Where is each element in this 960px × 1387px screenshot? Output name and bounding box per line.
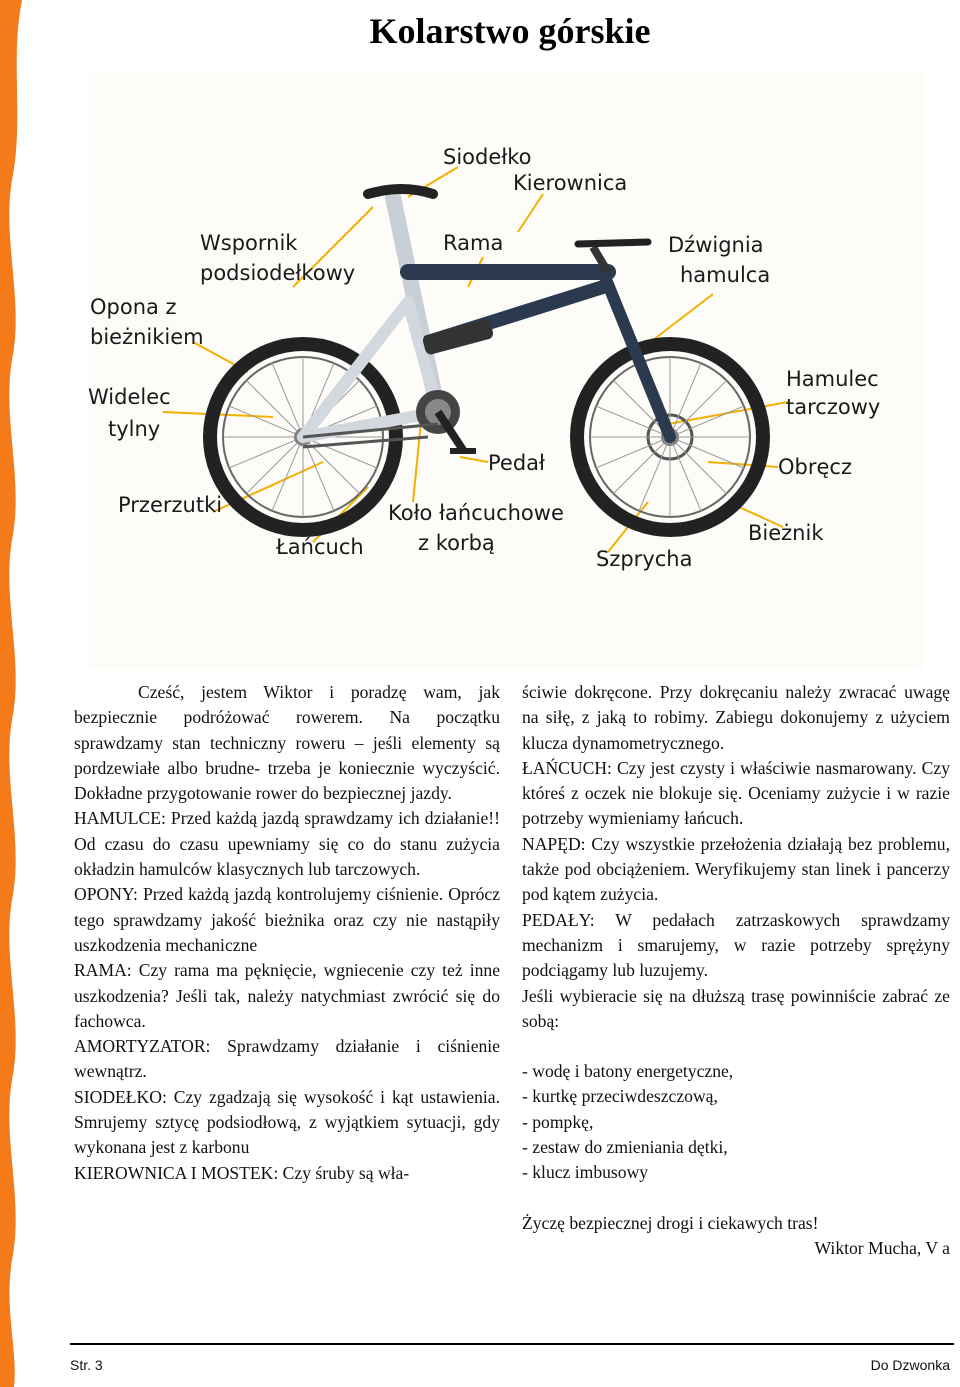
paragraph-kierownica-cont: ściwie dokręcone. Przy dokręcaniu należy zwracać uwagę na siłę, z jaką to robimy. Zabiegu dokonujemy z użyciem klucza dynamometrycznego. [522, 682, 950, 753]
list-item: - kurtkę przeciwdeszczową, [522, 1086, 718, 1107]
diagram-labels [88, 145, 880, 571]
label-pedal: Pedał [488, 451, 546, 475]
label-wspornik-1: Wspornik [200, 231, 298, 255]
intro-paragraph: Cześć, jestem Wiktor i poradzę wam, jak bezpiecznie podróżować rowerem. Na początku sprawdzamy stan techniczny roweru – jeśli elementy są pordzewiałe albo brudne- trzeba je koniecznie wyczyścić. Dokładne przygotowanie rower do bezpiecznej jazdy. [74, 682, 500, 804]
label-kolo-2: z korbą [418, 531, 495, 555]
signature: Wiktor Mucha, V a [814, 1237, 950, 1258]
paragraph-rama: RAMA: Czy rama ma pęknięcie, wgniecenie czy też inne uszkodzenia? Jeśli tak, należy natychmiast zwrócić się do fachowca. [74, 960, 500, 1031]
paragraph-pedaly: PEDAŁY: W pedałach zatrzaskowych sprawdzamy mechanizm i smarujemy, w razie potrzeby sprężyny podciągamy lub luzujemy. [522, 909, 950, 981]
label-widelec-1: Widelec [88, 385, 171, 409]
publication-name: Do Dzwonka [870, 1357, 950, 1373]
article-right-column [522, 680, 950, 1261]
label-przerzutki: Przerzutki [118, 493, 223, 517]
page-title: Kolarstwo górskie [369, 11, 651, 51]
label-dzwignia-1: Dźwignia [668, 233, 764, 257]
paragraph-kierownica: KIEROWNICA I MOSTEK: Czy śruby są wła- [74, 1162, 410, 1183]
label-lancuch: Łańcuch [276, 535, 364, 559]
paragraph-naped: NAPĘD: Czy wszystkie przełożenia działają bez problemu, także pod obciążeniem. Weryfikujemy stan linek i pancerzy pod kątem zużycia. [522, 833, 950, 905]
label-opona-1: Opona z [90, 295, 177, 319]
label-kolo-1: Koło łańcuchowe [388, 501, 564, 525]
label-kierownica: Kierownica [513, 171, 628, 195]
label-hamulec-1: Hamulec [786, 367, 879, 391]
closing-line: Życzę bezpiecznej drogi i ciekawych tras! [522, 1212, 819, 1233]
list-item: - wodę i batony energetyczne, [522, 1061, 734, 1082]
bicycle-diagram [88, 72, 923, 670]
label-hamulec-2: tarczowy [786, 395, 881, 419]
footer-rule [70, 1343, 954, 1345]
label-dzwignia-2: hamulca [680, 263, 771, 287]
list-item: - zestaw do zmieniania dętki, [522, 1137, 728, 1158]
paragraph-opony: OPONY: Przed każdą jazdą kontrolujemy ciśnienie. Oprócz tego sprawdzamy jakość bieżnika oraz czy nie nastąpiły uszkodzenia mechaniczne [74, 884, 500, 955]
paragraph-lancuch: ŁAŃCUCH: Czy jest czysty i właściwie nasmarowany. Czy któreś z oczek nie blokuje się. Oceniamy zużycie i w razie potrzeby wymieniamy łańcuch. [522, 757, 950, 829]
decorative-side-band [0, 0, 26, 1387]
paragraph-packing-intro: Jeśli wybieracie się na dłuższą trasę powinniście zabrać ze sobą: [522, 985, 950, 1031]
label-bieznik: Bieżnik [748, 521, 824, 545]
label-szprycha: Szprycha [596, 547, 693, 571]
list-item: - klucz imbusowy [522, 1162, 649, 1183]
paragraph-amortyzator: AMORTYZATOR: Sprawdzamy działanie i ciśnienie wewnątrz. [74, 1036, 500, 1082]
label-siodelko: Siodełko [443, 145, 532, 169]
label-obrecz: Obręcz [778, 455, 852, 479]
label-wspornik-2: podsiodełkowy [200, 261, 356, 285]
article-left-column [74, 680, 500, 1186]
label-opona-2: bieżnikiem [90, 325, 204, 349]
list-item: - pompkę, [522, 1111, 594, 1132]
label-rama: Rama [443, 231, 504, 255]
page-number: Str. 3 [70, 1357, 103, 1373]
paragraph-siodelko: SIODEŁKO: Czy zgadzają się wysokość i kąt ustawienia. Smrujemy sztycę podsiodłową, z wyjątkiem sytuacji, gdy wykonana jest z karbonu [74, 1086, 500, 1158]
label-widelec-2: tylny [108, 417, 161, 441]
paragraph-hamulce: HAMULCE: Przed każdą jazdą sprawdzamy ich działanie!! Od czasu do czasu upewniamy się co do stanu zużycia okładzin hamulców klasycznych lub tarczowych. [74, 808, 500, 880]
